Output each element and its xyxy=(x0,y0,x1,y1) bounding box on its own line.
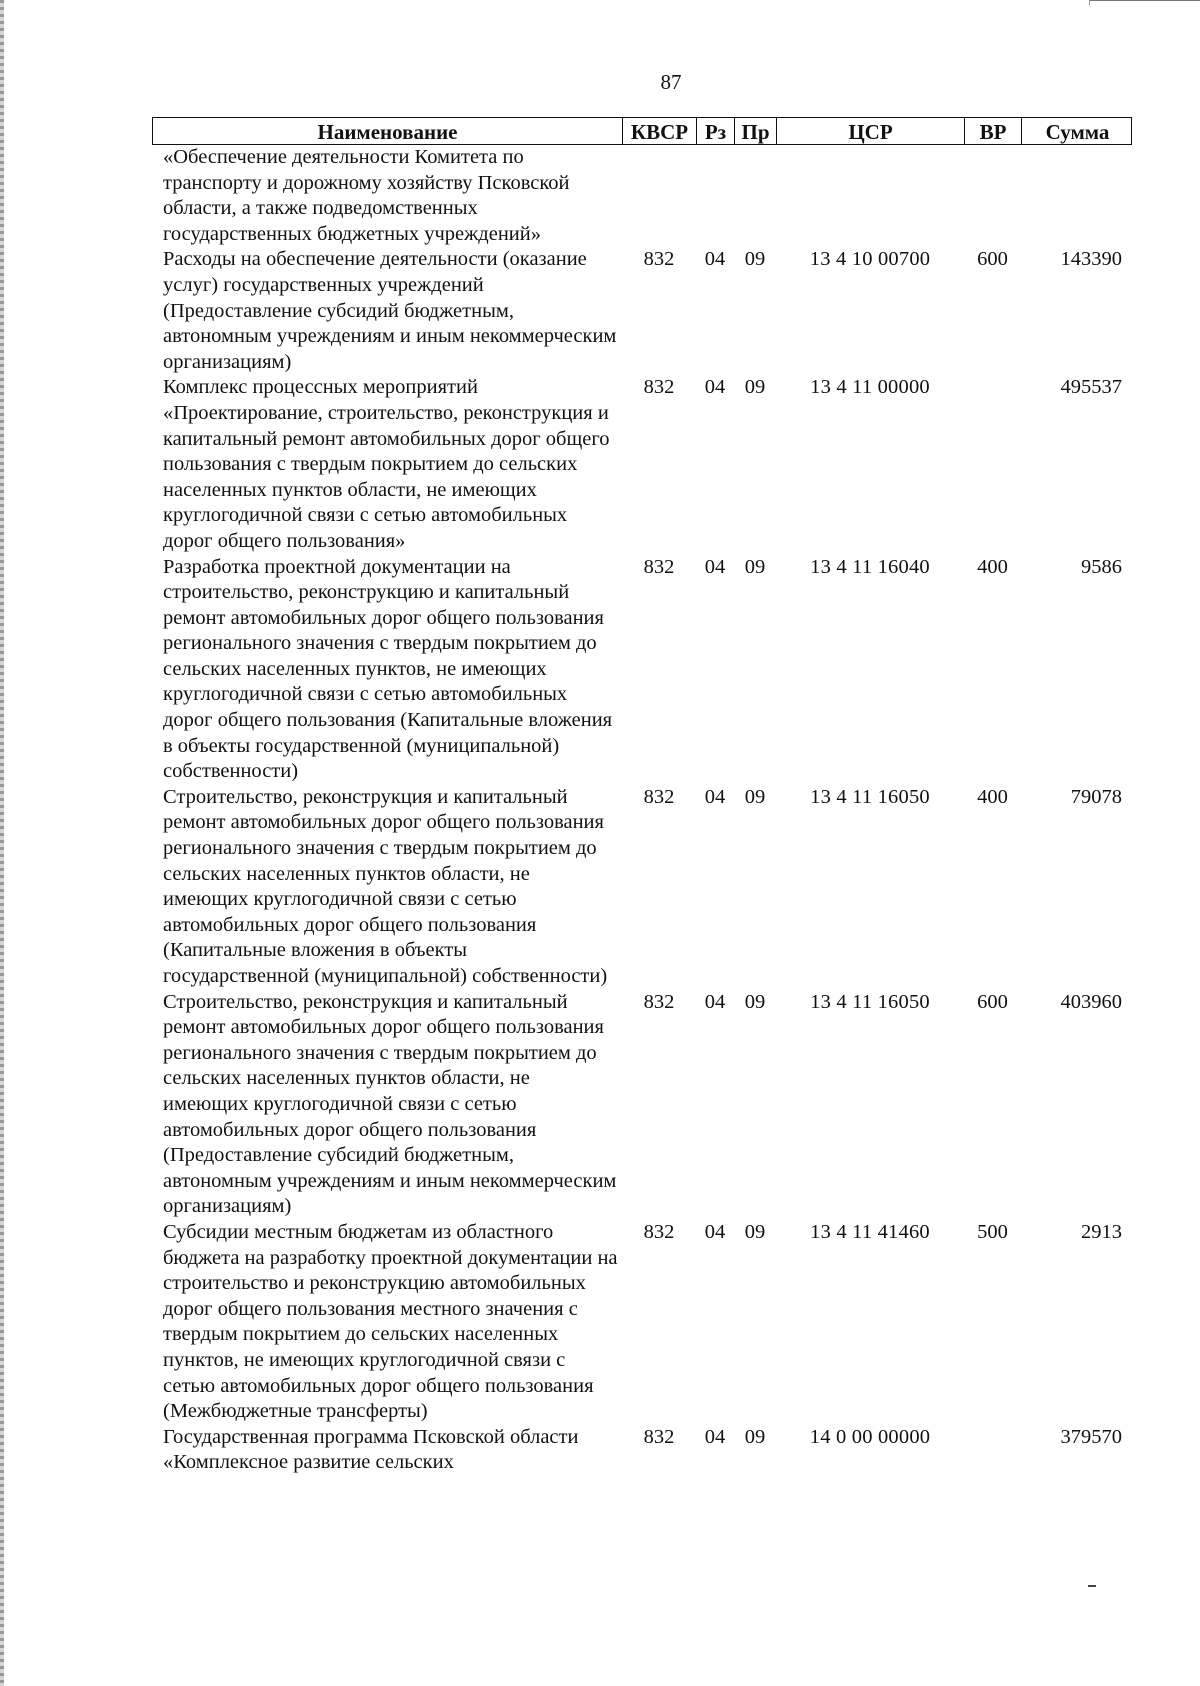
scan-mark xyxy=(1088,1585,1096,1587)
row-vr: 600 xyxy=(977,990,1008,1013)
scan-left-edge xyxy=(0,0,4,1686)
row-pr: 09 xyxy=(744,990,766,1013)
row-sum: 143390 xyxy=(1060,248,1122,271)
header-csr: ЦСР xyxy=(777,118,965,144)
row-rz xyxy=(696,145,734,247)
row-pr: 09 xyxy=(744,555,766,578)
row-sum: 379570 xyxy=(1060,1425,1122,1448)
row-sum: 403960 xyxy=(1060,990,1122,1013)
row-rz: 04 xyxy=(704,376,726,399)
row-vr xyxy=(964,375,1021,554)
row-name: Расходы на обеспечение деятельности (оказание услуг) государственных учреждений (Предоставление субсидий бюджетным, автономным учреждениям и иным некоммерческим организациям) xyxy=(163,248,617,373)
row-csr: 13 4 11 16050 xyxy=(810,785,930,808)
row-rz: 04 xyxy=(704,1425,726,1448)
row-csr: 13 4 11 16040 xyxy=(810,555,930,578)
table-row xyxy=(152,247,1132,375)
row-rz: 04 xyxy=(704,990,726,1013)
row-pr: 09 xyxy=(744,785,766,808)
table-header xyxy=(152,117,1132,145)
table-row xyxy=(152,785,1132,990)
row-kvsr: 832 xyxy=(643,1220,675,1243)
table-row xyxy=(152,375,1132,554)
row-name: Разработка проектной документации на строительство, реконструкцию и капитальный ремонт автомобильных дорог общего пользования регионального значения с твердым покрытием до сельских населенных пунктов, не имеющих круглогодичной связи с сетью автомобильных дорог общего пользования (Капитальные вложения в объекты государственной (муниципальной) собственности) xyxy=(163,555,613,783)
table-row xyxy=(152,1220,1132,1425)
scan-top-right-corner xyxy=(1089,0,1200,5)
row-rz: 04 xyxy=(704,555,726,578)
row-csr xyxy=(776,145,964,247)
row-vr: 600 xyxy=(977,248,1008,271)
row-csr: 13 4 11 41460 xyxy=(810,1220,930,1243)
header-vr: ВР xyxy=(965,118,1022,144)
page-number: 87 xyxy=(660,70,682,94)
row-name: Государственная программа Псковской области «Комплексное развитие сельских xyxy=(163,1425,579,1474)
header-pr: Пр xyxy=(735,118,777,144)
row-sum xyxy=(1021,145,1132,247)
row-sum: 495537 xyxy=(1060,376,1122,399)
row-csr: 14 0 00 00000 xyxy=(809,1425,931,1448)
row-rz: 04 xyxy=(704,248,726,271)
row-name: Комплекс процессных мероприятий «Проектирование, строительство, реконструкция и капитальный ремонт автомобильных дорог общего пользования с твердым покрытием до сельских населенных пунктов области, не имеющих круглогодичной связи с сетью автомобильных дорог общего пользования» xyxy=(163,376,610,552)
row-pr: 09 xyxy=(744,376,766,399)
row-kvsr xyxy=(622,145,696,247)
row-rz: 04 xyxy=(704,1220,726,1243)
row-csr: 13 4 11 16050 xyxy=(810,990,930,1013)
budget-table xyxy=(152,117,1132,1476)
row-kvsr: 832 xyxy=(643,248,675,271)
header-rz: Рз xyxy=(697,118,735,144)
row-vr xyxy=(964,145,1021,247)
row-kvsr: 832 xyxy=(643,376,675,399)
row-name: Субсидии местным бюджетам из областного бюджета на разработку проектной документации на строительство и реконструкцию автомобильных дорог общего пользования местного значения с твердым покрытием до сельских населенных пунктов, не имеющих круглогодичной связи с сетью автомобильных дорог общего пользования (Межбюджетные трансферты) xyxy=(163,1220,618,1423)
row-name: Строительство, реконструкция и капитальный ремонт автомобильных дорог общего пользования регионального значения с твердым покрытием до сельских населенных пунктов области, не имеющих круглогодичной связи с сетью автомобильных дорог общего пользования (Предоставление субсидий бюджетным, автономным учреждениям и иным некоммерческим организациям) xyxy=(163,990,617,1218)
row-pr: 09 xyxy=(744,1425,766,1448)
row-csr: 13 4 11 00000 xyxy=(810,376,930,399)
row-pr: 09 xyxy=(744,248,766,271)
table-row xyxy=(152,990,1132,1220)
row-kvsr: 832 xyxy=(643,1425,675,1448)
row-sum: 9586 xyxy=(1081,555,1122,578)
row-csr: 13 4 10 00700 xyxy=(809,248,931,271)
row-vr: 500 xyxy=(977,1220,1008,1243)
header-kvsr: КВСР xyxy=(623,118,697,144)
row-kvsr: 832 xyxy=(643,555,675,578)
header-sum: Сумма xyxy=(1045,120,1110,144)
table-row xyxy=(152,555,1132,785)
row-sum: 79078 xyxy=(1070,785,1122,808)
row-vr xyxy=(964,1425,1021,1476)
table-row xyxy=(152,1425,1132,1476)
row-vr: 400 xyxy=(977,785,1008,808)
row-pr xyxy=(734,145,776,247)
table-row xyxy=(152,145,1132,247)
row-name: «Обеспечение деятельности Комитета по транспорту и дорожному хозяйству Псковской области, а также подведомственных государственных бюджетных учреждений» xyxy=(163,146,570,245)
row-rz: 04 xyxy=(704,785,726,808)
row-pr: 09 xyxy=(744,1220,766,1243)
row-kvsr: 832 xyxy=(643,785,675,808)
row-sum: 2913 xyxy=(1081,1220,1122,1243)
header-name: Наименование xyxy=(153,118,623,144)
row-name: Строительство, реконструкция и капитальный ремонт автомобильных дорог общего пользования регионального значения с твердым покрытием до сельских населенных пунктов области, не имеющих круглогодичной связи с сетью автомобильных дорог общего пользования (Капитальные вложения в объекты государственной (муниципальной) собственности) xyxy=(163,785,608,987)
row-kvsr: 832 xyxy=(643,990,675,1013)
row-vr: 400 xyxy=(977,555,1008,578)
